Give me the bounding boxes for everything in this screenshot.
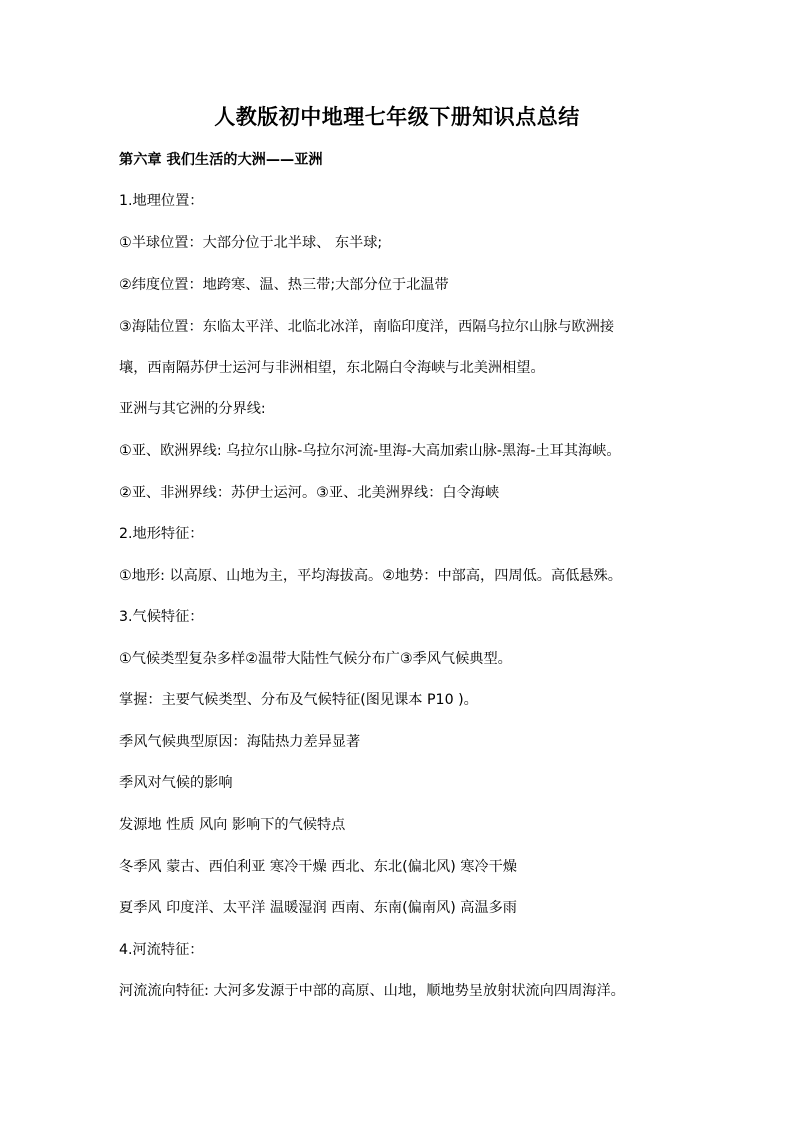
text-line: 季风对气候的影响: [119, 775, 233, 791]
section-geographic-location: 1.地理位置：: [119, 193, 204, 209]
text-line: 亚洲与其它洲的分界线:: [119, 401, 266, 417]
text-line: ②亚、非洲界线：苏伊士运河。③亚、北美洲界线：白令海峡: [119, 485, 500, 501]
section-landform: 2.地形特征：: [119, 526, 204, 542]
monsoon-table-header: 发源地 性质 风向 影响下的气候特点: [119, 817, 346, 833]
monsoon-table-row: 夏季风 印度洋、太平洋 温暖湿润 西南、东南(偏南风) 高温多雨: [119, 900, 517, 916]
text-line: ③海陆位置：东临太平洋、北临北冰洋，南临印度洋，西隔乌拉尔山脉与欧洲接: [119, 319, 615, 335]
text-line: 季风气候典型原因：海陆热力差异显著: [119, 734, 361, 750]
text-line: ①地形: 以高原、山地为主，平均海拔高。②地势：中部高，四周低。高低悬殊。: [119, 568, 622, 584]
document-title: 人教版初中地理七年级下册知识点总结: [214, 104, 580, 129]
chapter-heading: 第六章 我们生活的大洲——亚洲: [119, 152, 323, 168]
text-line: ②纬度位置：地跨寒、温、热三带;大部分位于北温带: [119, 277, 449, 293]
text-line: ①亚、欧洲界线: 乌拉尔山脉-乌拉尔河流-里海-大高加索山脉-黑海-土耳其海峡。: [119, 443, 621, 459]
text-line: 壤，西南隔苏伊士运河与非洲相望，东北隔白令海峡与北美洲相望。: [119, 360, 545, 376]
text-line: ①气候类型复杂多样②温带大陆性气候分布广③季风气候典型。: [119, 651, 512, 667]
section-climate: 3.气候特征：: [119, 609, 204, 625]
section-rivers: 4.河流特征：: [119, 942, 204, 958]
text-line: 掌握：主要气候类型、分布及气候特征(图见课本 P10 )。: [119, 692, 478, 708]
text-line: 河流流向特征: 大河多发源于中部的高原、山地，顺地势呈放射状流向四周海洋。: [119, 983, 625, 999]
text-line: ①半球位置：大部分位于北半球、 东半球;: [119, 235, 383, 251]
monsoon-table-row: 冬季风 蒙古、西伯利亚 寒冷干燥 西北、东北(偏北风) 寒冷干燥: [119, 859, 517, 875]
